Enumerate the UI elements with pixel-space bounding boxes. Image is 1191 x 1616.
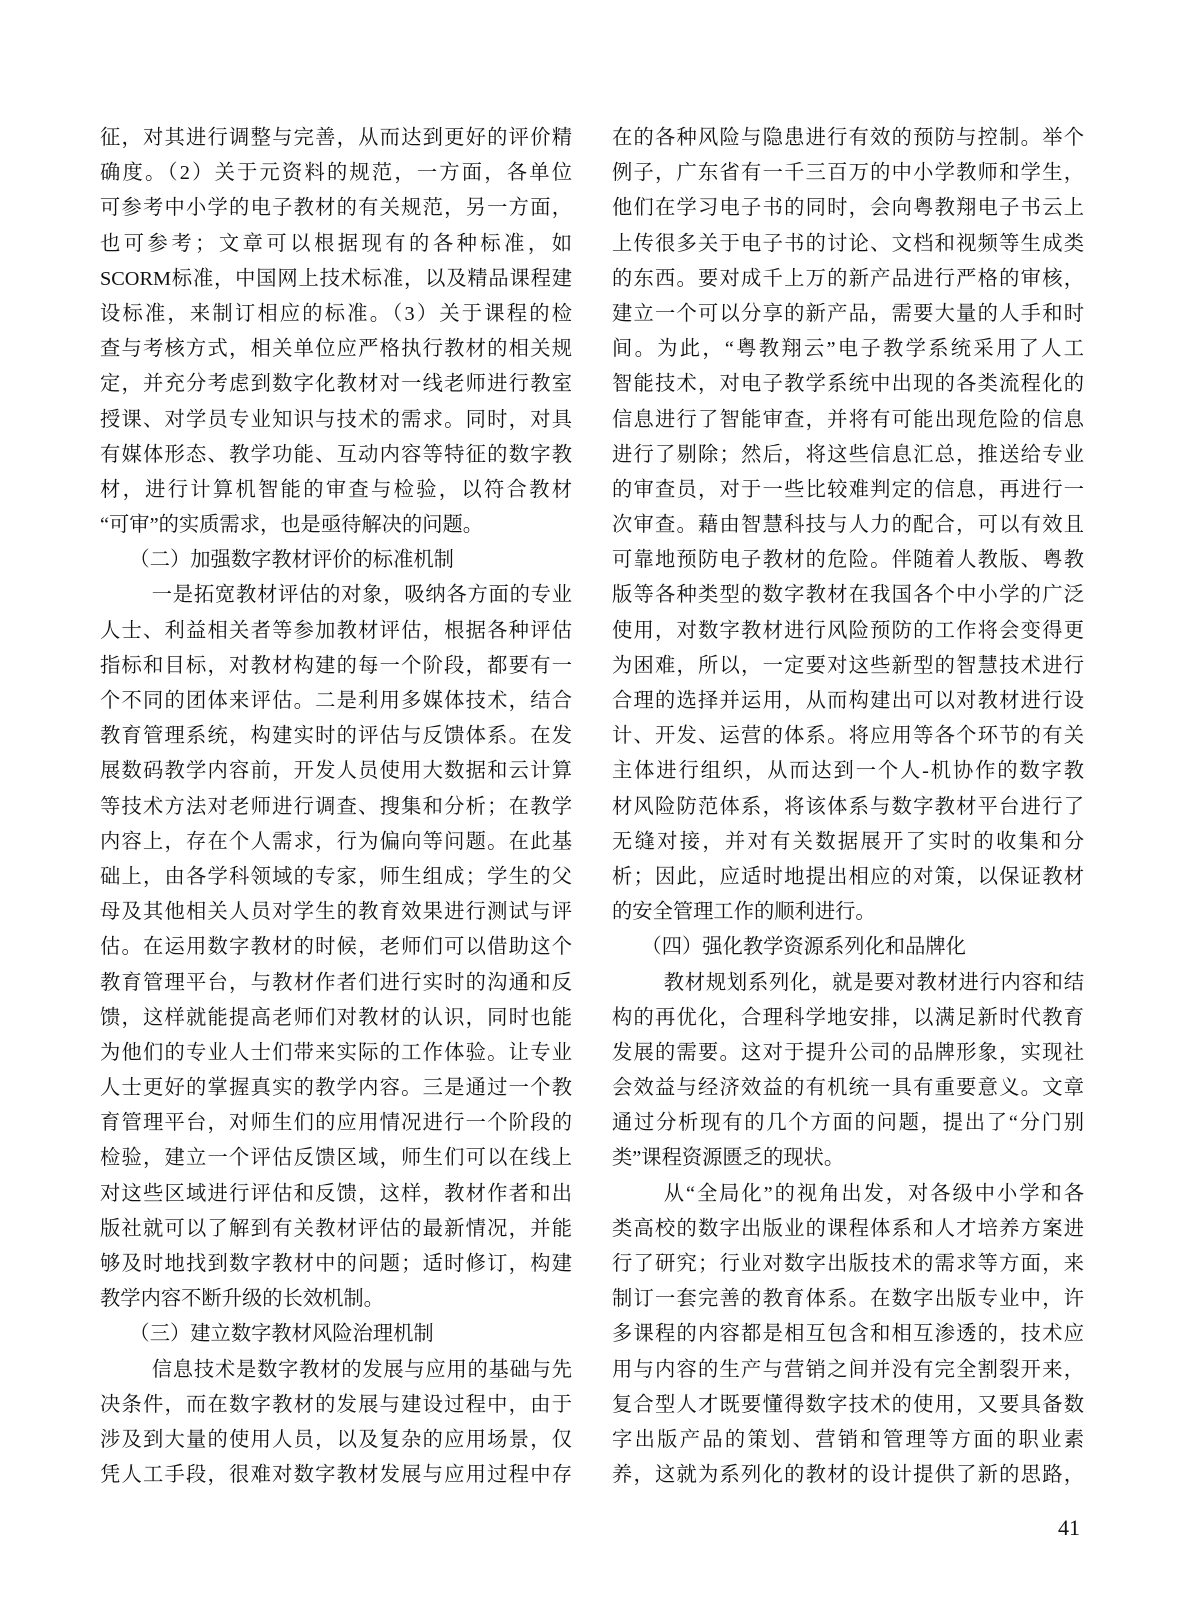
text-line: 设标准，来制订相应的标准。（3）关于课程的检 bbox=[100, 302, 572, 325]
text-line: 例子，广东省有一千三百万的中小学教师和学生， bbox=[612, 162, 1084, 185]
text-line: 用与内容的生产与营销之间并没有完全割裂开来， bbox=[612, 1358, 1084, 1381]
text-line: 的东西。要对成千上万的新产品进行严格的审核， bbox=[612, 267, 1084, 290]
text-line: 材，进行计算机智能的审查与检验，以符合教材 bbox=[100, 478, 572, 501]
text-line: 进行了剔除；然后，将这些信息汇总，推送给专业 bbox=[612, 443, 1084, 466]
text-line: 教学内容不断升级的长效机制。 bbox=[100, 1288, 384, 1311]
text-line: 析；因此，应适时地提出相应的对策，以保证教材 bbox=[612, 865, 1084, 888]
section-heading-line: （二）加强数字教材评价的标准机制 bbox=[129, 549, 454, 572]
text-line: 信息技术是数字教材的发展与应用的基础与先 bbox=[151, 1358, 572, 1381]
text-line: 人士、利益相关者等参加教材评估，根据各种评估 bbox=[100, 619, 572, 642]
text-line: 也可参考；文章可以根据现有的各种标准，如 bbox=[100, 232, 572, 255]
text-line: 有媒体形态、教学功能、互动内容等特征的数字教 bbox=[100, 443, 572, 466]
text-line: 母及其他相关人员对学生的教育效果进行测试与评 bbox=[100, 901, 572, 924]
text-line: 的审查员，对于一些比较难判定的信息，再进行一 bbox=[612, 478, 1084, 501]
body-column-right bbox=[612, 121, 1084, 1493]
text-line: 在的各种风险与隐患进行有效的预防与控制。举个 bbox=[612, 127, 1084, 149]
text-line: 可靠地预防电子教材的危险。伴随着人教版、粤教 bbox=[612, 549, 1084, 572]
text-line: 涉及到大量的使用人员，以及复杂的应用场景，仅 bbox=[100, 1428, 572, 1451]
section-heading-line: （四）强化教学资源系列化和品牌化 bbox=[641, 936, 966, 959]
text-line: 字出版产品的策划、营销和管理等方面的职业素 bbox=[612, 1428, 1084, 1451]
text-line: 内容上，存在个人需求，行为偏向等问题。在此基 bbox=[100, 830, 572, 853]
text-line: “可审”的实质需求，也是亟待解决的问题。 bbox=[100, 514, 484, 537]
text-line: 教材规划系列化，就是要对教材进行内容和结 bbox=[663, 971, 1084, 994]
text-line: 凭人工手段，很难对数字教材发展与应用过程中存 bbox=[100, 1464, 572, 1487]
text-line: 无缝对接，并对有关数据展开了实时的收集和分 bbox=[612, 830, 1084, 853]
text-line: 材风险防范体系，将该体系与数字教材平台进行了 bbox=[612, 795, 1084, 818]
text-line: 类”课程资源匮乏的现状。 bbox=[612, 1147, 845, 1170]
text-line: 育管理平台，对师生们的应用情况进行一个阶段的 bbox=[100, 1112, 572, 1135]
text-line: 确度。（2）关于元资料的规范，一方面，各单位 bbox=[100, 162, 572, 185]
text-line: 从“全局化”的视角出发，对各级中小学和各 bbox=[663, 1182, 1084, 1205]
text-line: 版社就可以了解到有关教材评估的最新情况，并能 bbox=[100, 1217, 572, 1240]
text-line: 上传很多关于电子书的讨论、文档和视频等生成类 bbox=[612, 232, 1084, 255]
text-line: 制订一套完善的教育体系。在数字出版专业中，许 bbox=[612, 1288, 1084, 1311]
text-line: 教育管理系统，构建实时的评估与反馈体系。在发 bbox=[100, 725, 572, 748]
body-column-left bbox=[100, 121, 572, 1493]
text-line: 一是拓宽教材评估的对象，吸纳各方面的专业 bbox=[151, 584, 572, 607]
text-line: 会效益与经济效益的有机统一具有重要意义。文章 bbox=[612, 1077, 1084, 1100]
text-line: 为困难，所以，一定要对这些新型的智慧技术进行 bbox=[612, 654, 1084, 677]
text-line: 间。为此，“粤教翔云”电子教学系统采用了人工 bbox=[612, 338, 1084, 361]
text-line: 估。在运用数字教材的时候，老师们可以借助这个 bbox=[100, 936, 572, 959]
text-line: 次审查。藉由智慧科技与人力的配合，可以有效且 bbox=[612, 514, 1084, 537]
text-line: 通过分析现有的几个方面的问题，提出了“分门别 bbox=[612, 1112, 1084, 1135]
text-line: 多课程的内容都是相互包含和相互渗透的，技术应 bbox=[612, 1323, 1084, 1346]
text-line: 的安全管理工作的顺利进行。 bbox=[612, 901, 876, 924]
text-line: 展数码教学内容前，开发人员使用大数据和云计算 bbox=[100, 760, 572, 783]
text-line: 教育管理平台，与教材作者们进行实时的沟通和反 bbox=[100, 971, 572, 994]
text-line: 合理的选择并运用，从而构建出可以对教材进行设 bbox=[612, 690, 1084, 712]
section-heading-line: （三）建立数字教材风险治理机制 bbox=[129, 1323, 434, 1346]
text-line: 定，并充分考虑到数字化教材对一线老师进行教室 bbox=[100, 373, 572, 396]
text-line: 行了研究；行业对数字出版技术的需求等方面，来 bbox=[612, 1253, 1084, 1275]
text-line: 授课、对学员专业知识与技术的需求。同时，对具 bbox=[100, 408, 572, 431]
text-line: 够及时地找到数字教材中的问题；适时修订，构建 bbox=[100, 1253, 572, 1275]
text-line: 决条件，而在数字教材的发展与建设过程中，由于 bbox=[100, 1393, 572, 1416]
text-line: 智能技术，对电子教学系统中出现的各类流程化的 bbox=[612, 373, 1084, 396]
text-line: 个不同的团体来评估。二是利用多媒体技术，结合 bbox=[100, 690, 572, 712]
text-line: 为他们的专业人士们带来实际的工作体验。让专业 bbox=[100, 1041, 572, 1064]
text-line: 人士更好的掌握真实的教学内容。三是通过一个教 bbox=[100, 1077, 572, 1100]
page-number: 41 bbox=[1058, 1515, 1080, 1540]
text-line: 主体进行组织，从而达到一个人-机协作的数字教 bbox=[612, 760, 1084, 783]
text-line: 对这些区域进行评估和反馈，这样，教材作者和出 bbox=[100, 1182, 572, 1205]
text-line: 征，对其进行调整与完善，从而达到更好的评价精 bbox=[100, 127, 572, 149]
text-line: 查与考核方式，相关单位应严格执行教材的相关规 bbox=[100, 338, 572, 361]
text-line: 计、开发、运营的体系。将应用等各个环节的有关 bbox=[612, 725, 1084, 748]
text-line: 等技术方法对老师进行调查、搜集和分析；在教学 bbox=[100, 795, 572, 818]
text-line: 版等各种类型的数字教材在我国各个中小学的广泛 bbox=[612, 584, 1084, 607]
text-line: 养，这就为系列化的教材的设计提供了新的思路， bbox=[612, 1464, 1084, 1487]
text-line: 类高校的数字出版业的课程体系和人才培养方案进 bbox=[612, 1217, 1084, 1240]
text-line: 复合型人才既要懂得数字技术的使用，又要具备数 bbox=[612, 1393, 1084, 1416]
text-line: 他们在学习电子书的同时，会向粤教翔电子书云上 bbox=[612, 197, 1084, 220]
text-line: 指标和目标，对教材构建的每一个阶段，都要有一 bbox=[100, 654, 572, 677]
text-line: SCORM标准，中国网上技术标准，以及精品课程建 bbox=[100, 267, 572, 290]
text-line: 发展的需要。这对于提升公司的品牌形象，实现社 bbox=[612, 1041, 1084, 1064]
text-line: 使用，对数字教材进行风险预防的工作将会变得更 bbox=[612, 619, 1084, 642]
text-line: 检验，建立一个评估反馈区域，师生们可以在线上 bbox=[100, 1147, 572, 1170]
text-line: 构的再优化，合理科学地安排，以满足新时代教育 bbox=[612, 1006, 1084, 1029]
text-line: 信息进行了智能审查，并将有可能出现危险的信息 bbox=[612, 408, 1084, 431]
text-line: 建立一个可以分享的新产品，需要大量的人手和时 bbox=[612, 302, 1084, 325]
text-line: 可参考中小学的电子教材的有关规范，另一方面， bbox=[100, 197, 572, 220]
text-line: 础上，由各学科领域的专家，师生组成；学生的父 bbox=[100, 865, 572, 888]
text-line: 馈，这样就能提高老师们对教材的认识，同时也能 bbox=[100, 1006, 572, 1029]
